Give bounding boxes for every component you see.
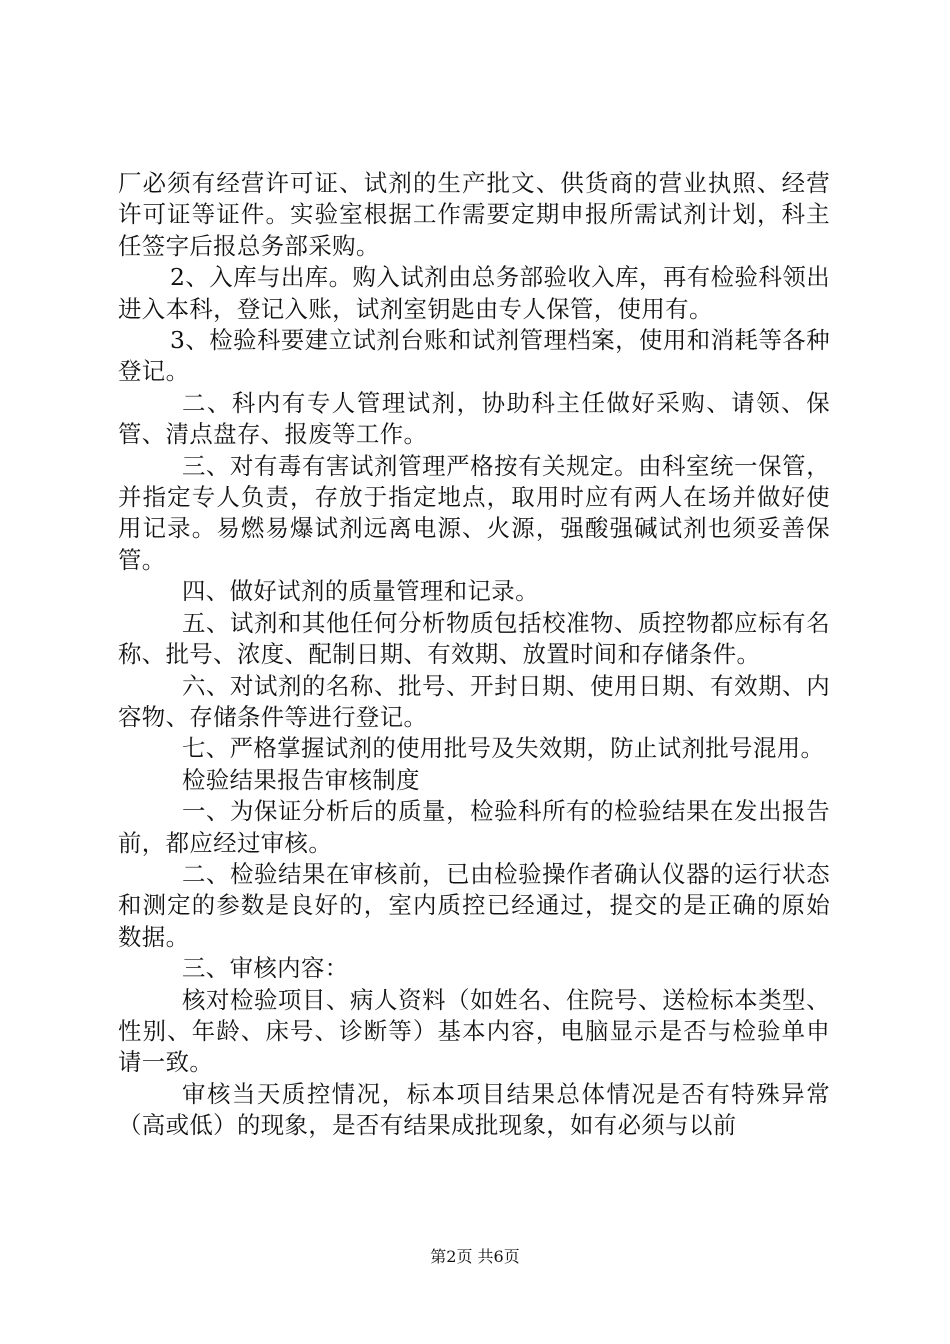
section-heading: 检验结果报告审核制度 <box>182 765 420 794</box>
document-body <box>118 168 830 1142</box>
paragraph-13: 三、审核内容： <box>182 954 349 983</box>
paragraph-4: 二、科内有专人管理试剂，协助科主任做好采购、请领、保管、清点盘存、报废等工作。 <box>118 388 830 449</box>
paragraph-7: 五、试剂和其他任何分析物质包括校准物、质控物都应标有名称、批号、浓度、配制日期、有效期、放置时间和存储条件。 <box>118 608 830 669</box>
paragraph-6: 四、做好试剂的质量管理和记录。 <box>182 577 539 606</box>
paragraph-11: 一、为保证分析后的质量，检验科所有的检验结果在发出报告前，都应经过审核。 <box>118 797 830 857</box>
paragraph-9: 七、严格掌握试剂的使用批号及失效期，防止试剂批号混用。 <box>182 734 825 763</box>
paragraph-3: 3、检验科要建立试剂台账和试剂管理档案，使用和消耗等各种登记。 <box>118 326 830 386</box>
paragraph-12: 二、检验结果在审核前，已由检验操作者确认仪器的运行状态和测定的参数是良好的，室内质控已经通过，提交的是正确的原始数据。 <box>118 859 830 951</box>
paragraph-5: 三、对有毒有害试剂管理严格按有关规定。由科室统一保管，并指定专人负责，存放于指定地点，取用时应有两人在场并做好使用记录。易燃易爆试剂远离电源、火源，强酸强碱试剂也须妥善保管。 <box>118 451 830 574</box>
paragraph-8: 六、对试剂的名称、批号、开封日期、使用日期、有效期、内容物、存储条件等进行登记。 <box>118 671 830 731</box>
paragraph-1: 厂必须有经营许可证、试剂的生产批文、供货商的营业执照、经营许可证等证件。实验室根据工作需要定期申报所需试剂计划，科主任签字后报总务部采购。 <box>118 169 830 260</box>
paragraph-15: 审核当天质控情况，标本项目结果总体情况是否有特殊异常（高或低）的现象，是否有结果成批现象，如有必须与以前 <box>118 1079 830 1140</box>
page-number-footer: 第2页 共6页 <box>430 1247 520 1266</box>
paragraph-14: 核对检验项目、病人资料（如姓名、住院号、送检标本类型、性别、年龄、床号、诊断等）基本内容，电脑显示是否与检验单申请一致。 <box>118 985 830 1077</box>
paragraph-2: 2、入库与出库。购入试剂由总务部验收入库，再有检验科领出进入本科，登记入账，试剂室钥匙由专人保管，使用有。 <box>118 263 830 323</box>
